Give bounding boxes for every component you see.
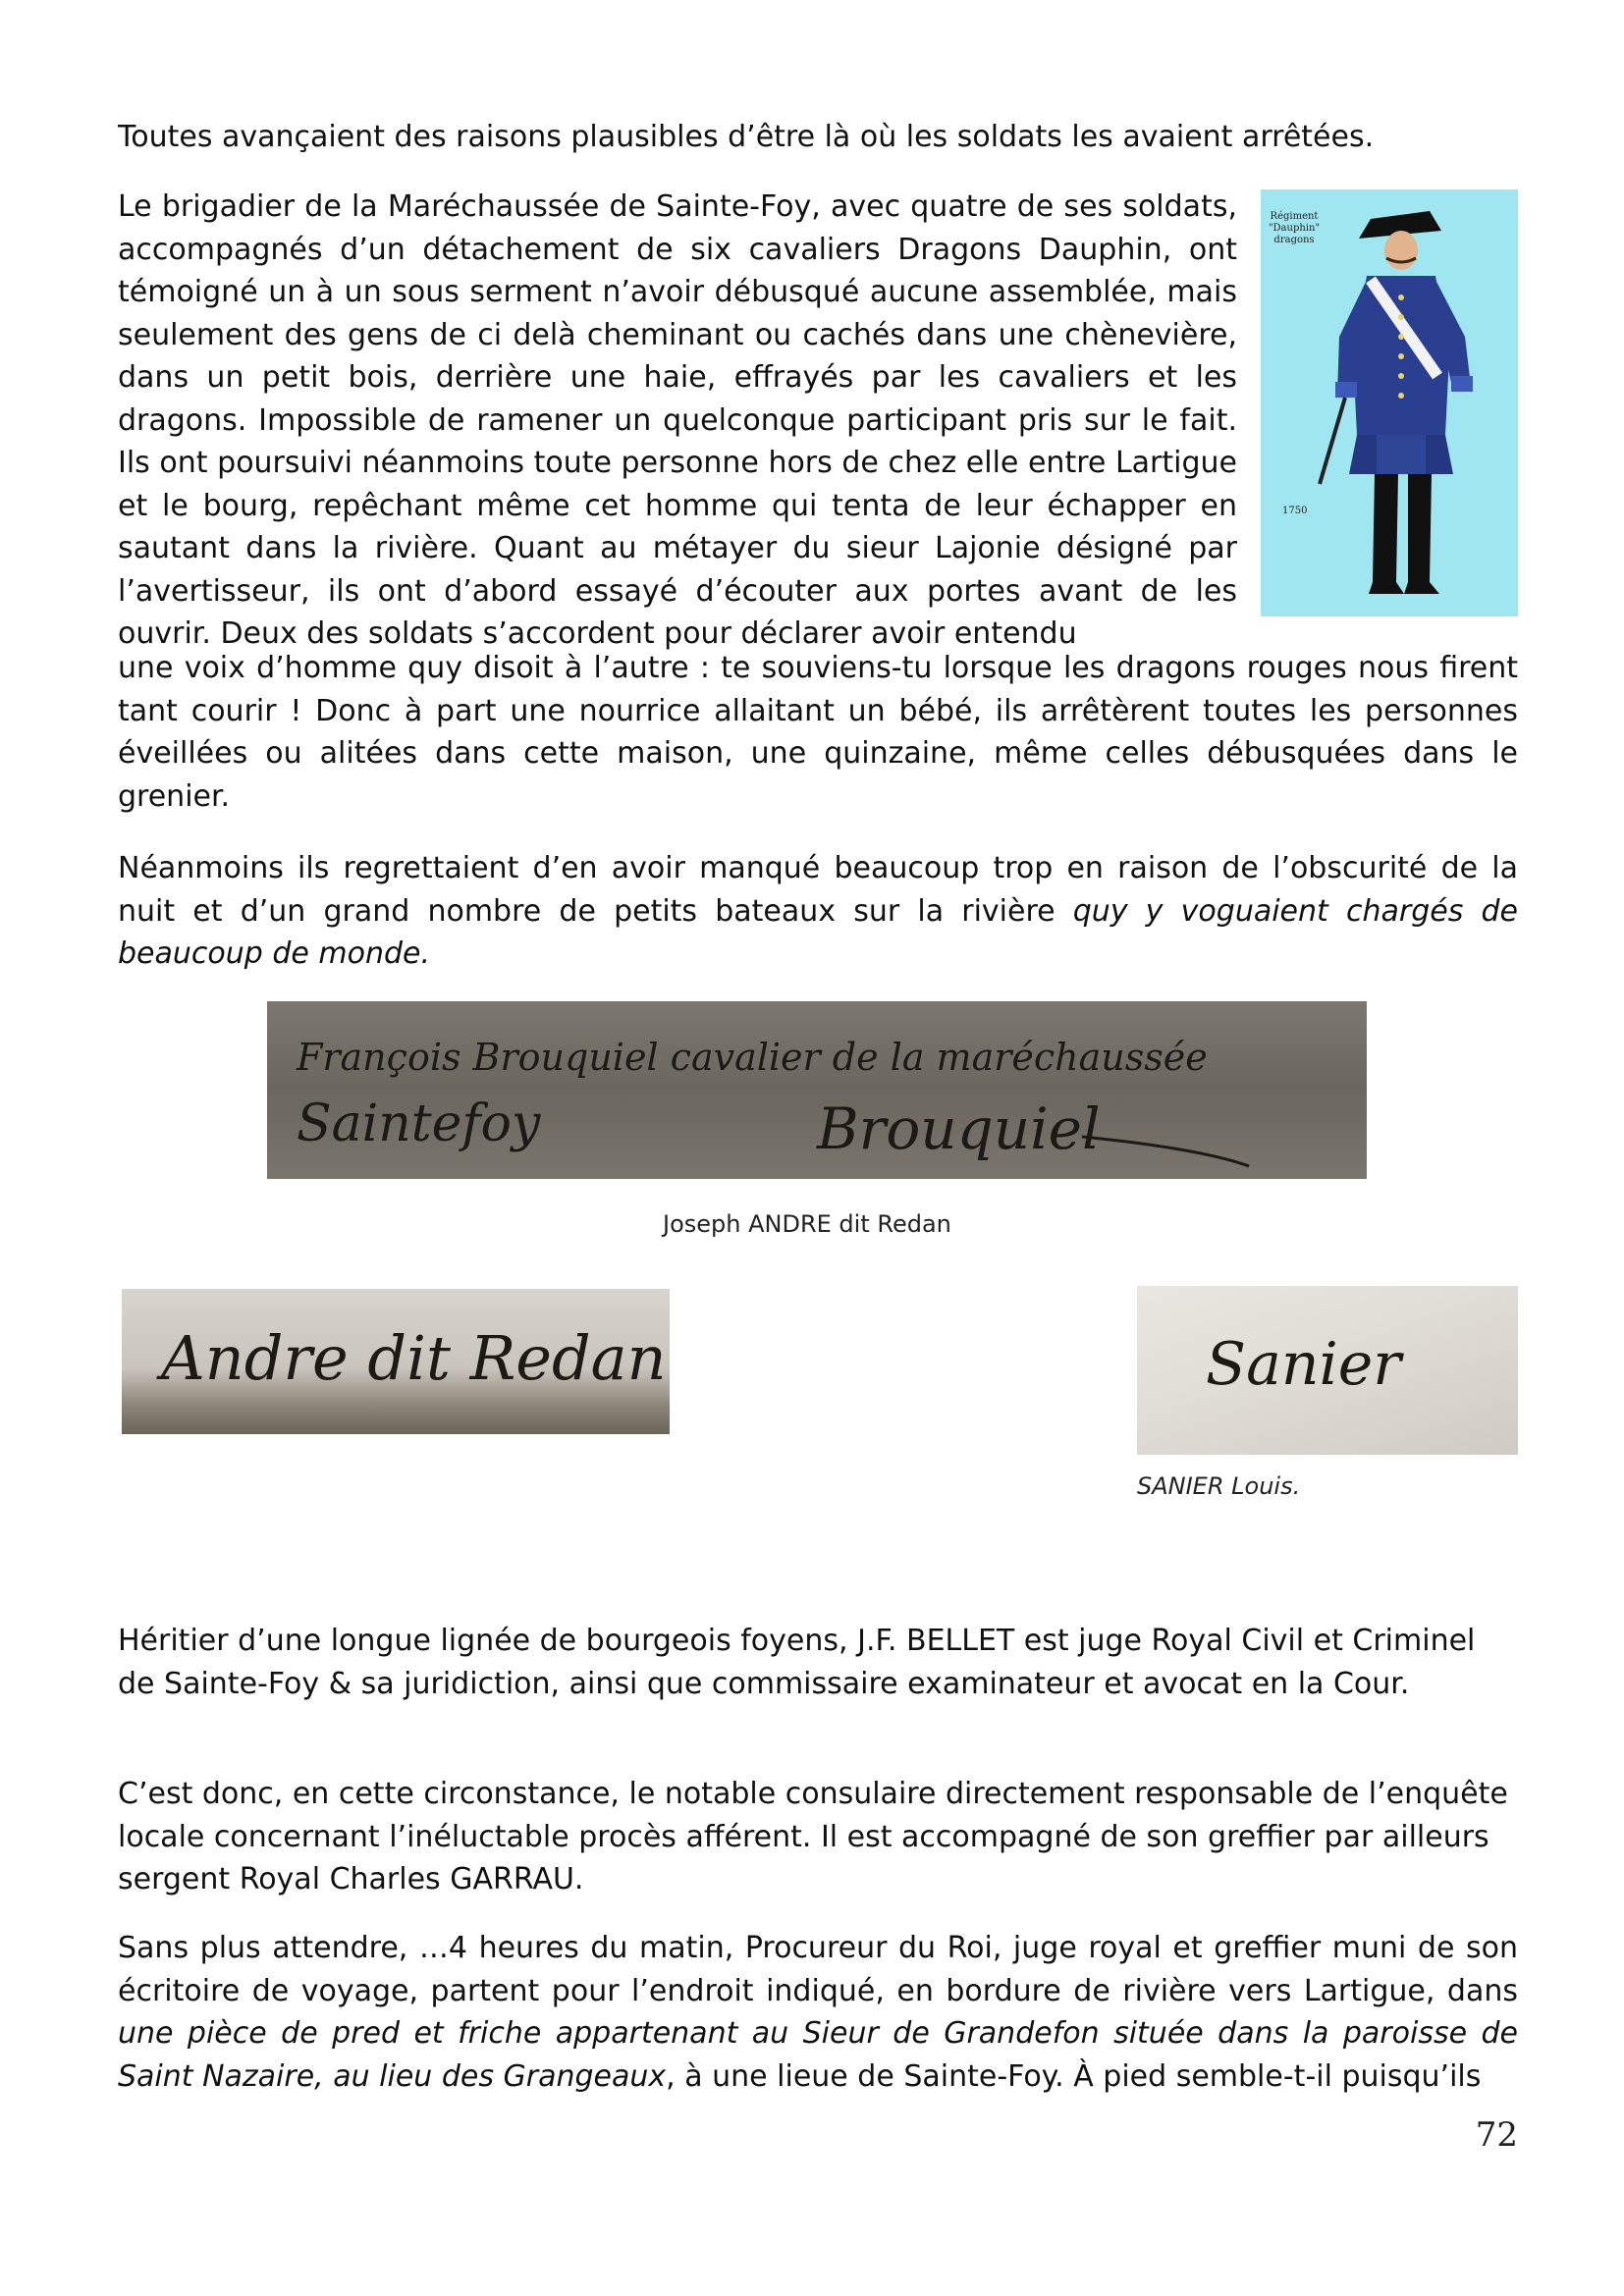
- signature-brouquiel-image: [267, 1001, 1367, 1179]
- dragoon-year: 1750: [1282, 506, 1308, 516]
- signature-brouquiel-svg: [267, 1001, 1367, 1179]
- paragraph-6-text-1: Sans plus attendre, …4 heures du matin, Procureur du Roi, juge royal et greffier muni de son écritoire de voyage, partent pour l’endroit indiqué, en bordure de rivière vers Lartigue, dans: [118, 1931, 1518, 2008]
- signature-brouquiel-line1: François Brouquiel cavalier de la maréchaussée: [297, 1036, 1208, 1079]
- paragraph-2a: Le brigadier de la Maréchaussée de Sainte-Foy, avec quatre de ses soldats, accompagnés d’un détachement de six cavaliers Dragons Dauphin, ont témoigné un à un sous serment n’avoir débusqué aucune assemblée, mais seulement des gens de ci delà cheminant ou cachés dans une chènevière, dans un petit bois, derrière une haie, effrayés par les cavaliers et les dragons. Impossible de ramener un quelconque participant pris sur le fait. Ils ont poursuivi néanmoins toute personne hors de chez elle entre Lartigue et le bourg, repêchant même cet homme qui tenta de leur échapper en sautant dans la rivière. Quant au métayer du sieur Lajonie désigné par l’avertisseur, ils ont d’abord essayé d’écouter aux portes avant de les ouvrir. Deux des soldats s’accordent pour déclarer avoir entendu: [118, 189, 1237, 651]
- dragoon-caption-1: Régiment: [1270, 211, 1319, 222]
- paragraph-6: [118, 1927, 1518, 2098]
- signature-andre-image: [122, 1289, 670, 1434]
- paragraph-6-text-2: , à une lieue de Sainte-Foy. À pied semble-t-il puisqu’ils: [666, 2058, 1482, 2094]
- page-number: 72: [1475, 2115, 1518, 2155]
- paragraph-1: Toutes avançaient des raisons plausibles d’être là où les soldats les avaient arrêtées.: [118, 120, 1375, 154]
- signature-sanier-text: Sanier: [1206, 1330, 1401, 1399]
- caption-andre: Joseph ANDRE dit Redan: [663, 1210, 951, 1238]
- signature-brouquiel-line2: Saintefoy: [297, 1095, 541, 1153]
- paragraph-6-italic: une pièce de pred et friche appartenant au Sieur de Grandefon située dans la paroisse de Saint Nazaire, au lieu des Grangeaux: [118, 2016, 1518, 2094]
- paragraph-3-italic: quy y voguaient chargés de beaucoup de monde.: [118, 893, 1518, 971]
- paragraph-5: C’est donc, en cette circonstance, le notable consulaire directement responsable de l’enquête locale concernant l’inéluctable procès afférent. Il est accompagné de son greffier par ailleurs sergent Royal Charles GARRAU.: [118, 1777, 1508, 1896]
- dragoon-illustration: [1261, 189, 1518, 616]
- paragraph-2b: une voix d’homme quy disoit à l’autre : te souviens-tu lorsque les dragons rouges nous firent tant courir ! Donc à part une nourrice allaitant un bébé, ils arrêtèrent toutes les personnes éveillées ou alitées dans cette maison, une quinzaine, même celles débusquées dans le grenier.: [118, 651, 1518, 814]
- signature-brouquiel-line3: Brouquiel: [817, 1095, 1101, 1162]
- dragoon-caption-2: "Dauphin": [1268, 223, 1321, 234]
- dragoon-caption-3: dragons: [1273, 235, 1315, 245]
- paragraph-3-text: Néanmoins ils regrettaient d’en avoir manqué beaucoup trop en raison de l’obscurité de la nuit et d’un grand nombre de petits bateaux sur la rivière: [118, 851, 1518, 929]
- caption-sanier: SANIER Louis.: [1137, 1472, 1301, 1500]
- paragraph-3: [118, 847, 1518, 976]
- signature-sanier-image: [1137, 1286, 1518, 1455]
- paragraph-4: Héritier d’une longue lignée de bourgeois foyens, J.F. BELLET est juge Royal Civil et Criminel de Sainte-Foy & sa juridiction, ainsi que commissaire examinateur et avocat en la Cour.: [118, 1624, 1476, 1701]
- dragoon-figure: [1261, 189, 1518, 616]
- signature-andre-text: Andre dit Redan: [161, 1322, 667, 1394]
- signature-sanier-svg: [1137, 1286, 1518, 1455]
- signature-andre-svg: [122, 1289, 670, 1434]
